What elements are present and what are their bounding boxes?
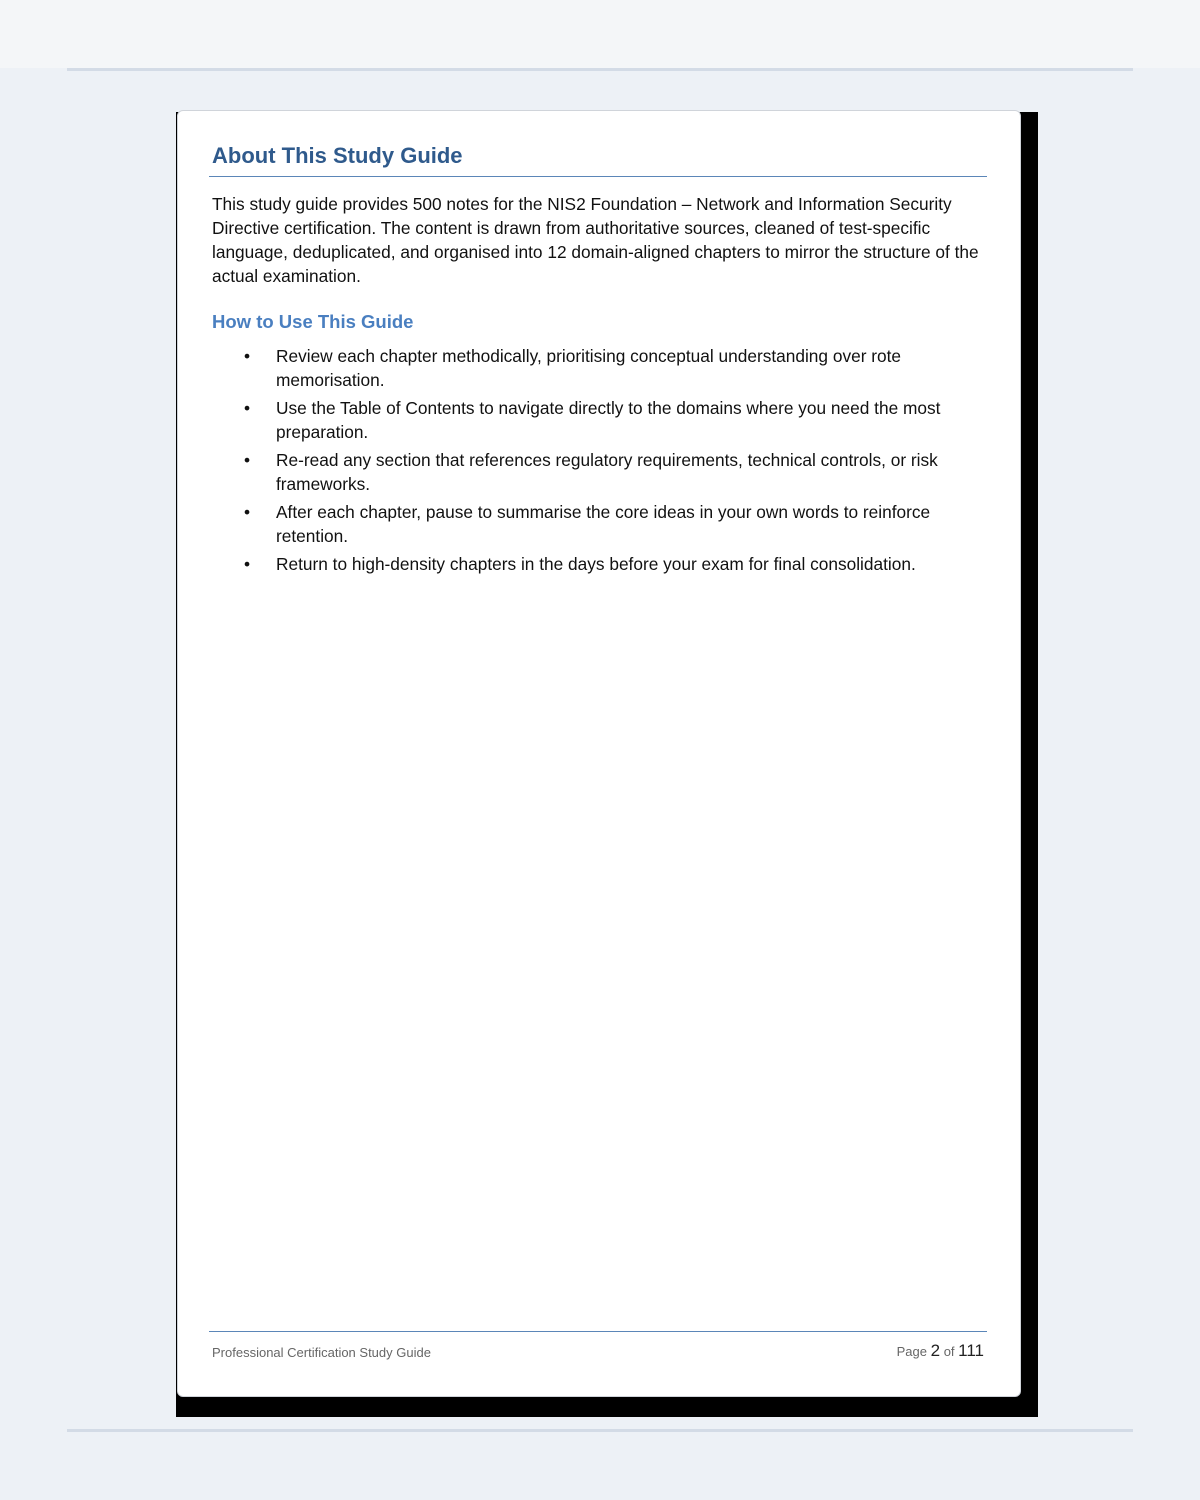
bullet-icon: •: [244, 450, 251, 470]
page-label: Page: [896, 1344, 927, 1359]
list-item-text: Re-read any section that references regulatory requirements, technical controls, or risk frameworks.: [276, 450, 938, 494]
bullet-icon: •: [244, 398, 251, 418]
bullet-icon: •: [244, 554, 251, 574]
page-number: [897, 1341, 984, 1361]
current-page-number: 2: [930, 1341, 941, 1360]
list-item: [211, 552, 987, 576]
page-content: [211, 141, 987, 580]
list-item-text: Use the Table of Contents to navigate directly to the domains where you need the most preparation.: [276, 398, 941, 442]
document-page: [177, 110, 1021, 1397]
section-heading: About This Study Guide: [212, 143, 463, 168]
total-page-count: 111: [958, 1341, 984, 1360]
list-item-text: After each chapter, pause to summarise the core ideas in your own words to reinforce retention.: [276, 502, 931, 546]
usage-bullet-list: [211, 344, 987, 576]
list-item-text: Return to high-density chapters in the days before your exam for final consolidation.: [276, 554, 916, 574]
footer-divider: [209, 1331, 987, 1332]
list-item-text: Review each chapter methodically, prioritising conceptual understanding over rote memorisation.: [276, 346, 902, 390]
heading-underline: [209, 176, 987, 177]
list-item: [211, 344, 987, 392]
list-item: [211, 500, 987, 548]
intro-paragraph: This study guide provides 500 notes for the NIS2 Foundation – Network and Information Security Directive certification. The content is drawn from authoritative sources, cleaned of test-specific language, deduplicated, and organised into 12 domain-aligned chapters to mirror the structure of the actual examination.: [212, 194, 979, 286]
bullet-icon: •: [244, 502, 251, 522]
viewer-bottom-divider: [67, 1429, 1133, 1432]
viewer-top-band: [0, 0, 1200, 68]
footer-title: Professional Certification Study Guide: [212, 1345, 431, 1360]
viewer-top-divider: [67, 68, 1133, 71]
subsection-heading: How to Use This Guide: [212, 311, 414, 332]
of-label: of: [943, 1344, 955, 1359]
list-item: [211, 396, 987, 444]
list-item: [211, 448, 987, 496]
bullet-icon: •: [244, 346, 251, 366]
